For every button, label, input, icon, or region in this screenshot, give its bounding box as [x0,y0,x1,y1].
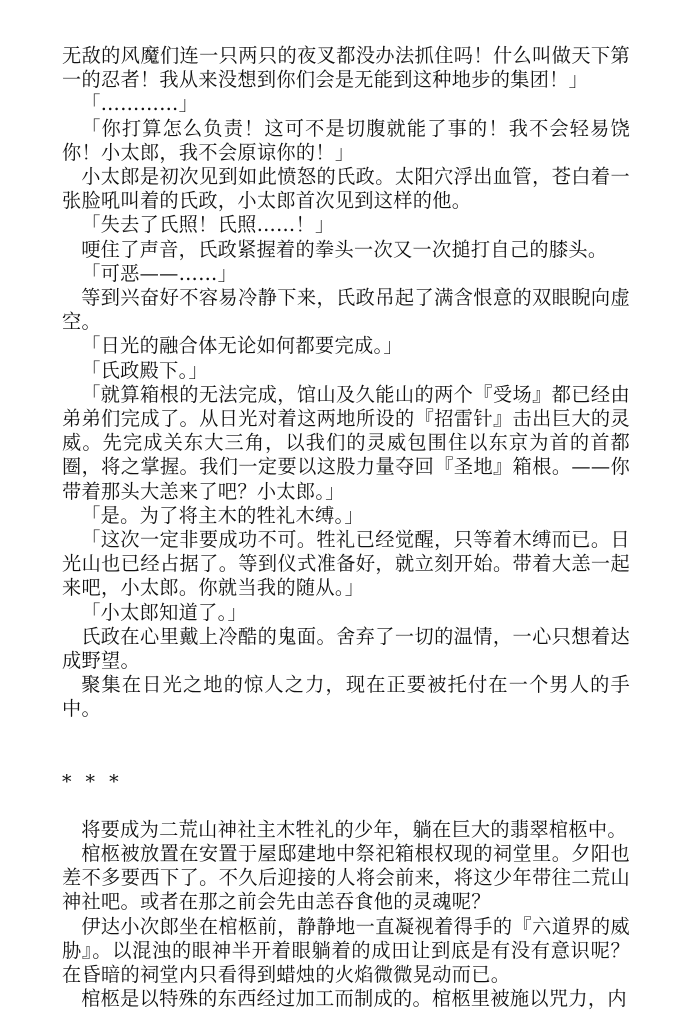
paragraph: 「就算箱根的无法完成，馆山及久能山的两个『受场』都已经由弟弟们完成了。从日光对着这两地所设的『招雷针』击出巨大的灵威。先完成关东大三角，以我们的灵威包围住以东京为首的首都圈，将之掌握。我们一定要以这股力量夺回『圣地』箱根。——你带着那头大恙来了吧？小太郎。」 [62,382,630,503]
spacer [62,722,630,746]
paragraph: 小太郎是初次见到如此愤怒的氏政。太阳穴浮出血管，苍白着一张脸吼叫着的氏政，小太郎首次见到这样的他。 [62,165,630,213]
paragraph: 「你打算怎么负责！这可不是切腹就能了事的！我不会轻易饶你！小太郎，我不会原谅你的！」 [62,116,630,164]
paragraph: 「氏政殿下。」 [81,358,208,382]
paragraph: 等到兴奋好不容易冷静下来，氏政吊起了满含恨意的双眼睨向虚空。 [62,286,630,334]
paragraph: 将要成为二荒山神社主木牲礼的少年，躺在巨大的翡翠棺柩中。 [81,817,627,841]
paragraph: 「小太郎知道了。」 [81,600,247,624]
paragraph: 「这次一定非要成功不可。牲礼已经觉醒，只等着木缚而已。日光山也已经占据了。等到仪式准备好，就立刻开始。带着大恙一起来吧，小太郎。你就当我的随从。」 [62,528,630,600]
text-block-before [62,44,630,722]
paragraph: 棺柩是以特殊的东西经过加工而制成的。棺柩里被施以咒力，内 [81,987,627,1011]
paragraph: 聚集在日光之地的惊人之力，现在正要被托付在一个男人的手中。 [62,673,630,721]
paragraph: 哽住了声音，氏政紧握着的拳头一次又一次搥打自己的膝头。 [81,237,608,261]
paragraph: 「是。为了将主木的牲礼木缚。」 [81,503,364,527]
paragraph: 「可恶——……」 [81,261,238,285]
paragraph: 无敌的风魔们连一只两只的夜叉都没办法抓住吗！什么叫做天下第一的忍者！我从来没想到你们会是无能到这种地步的集团！」 [62,44,630,92]
section-separator: * * * [62,770,123,793]
text-block-after [62,818,630,1011]
paragraph: 「日光的融合体无论如何都要完成。」 [81,334,403,358]
paragraph: 「…………」 [81,92,199,116]
paragraph: 伊达小次郎坐在棺柩前，静静地一直凝视着得手的『六道界的威胁』。以混浊的眼神半开着眼躺着的成田让到底是有没有意识呢？在昏暗的祠堂内只看得到蜡烛的火焰微微晃动而已。 [62,914,630,986]
paragraph: 氏政在心里戴上冷酷的鬼面。舍弃了一切的温情，一心只想着达成野望。 [62,624,630,673]
paragraph: 棺柩被放置在安置于屋邸建地中祭祀箱根权现的祠堂里。夕阳也差不多要西下了。不久后迎接的人将会前来，将这少年带往二荒山神社吧。或者在那之前会先由恙吞食他的灵魂呢？ [62,841,630,914]
paragraph: 「失去了氏照！氏照……！」 [81,213,335,237]
